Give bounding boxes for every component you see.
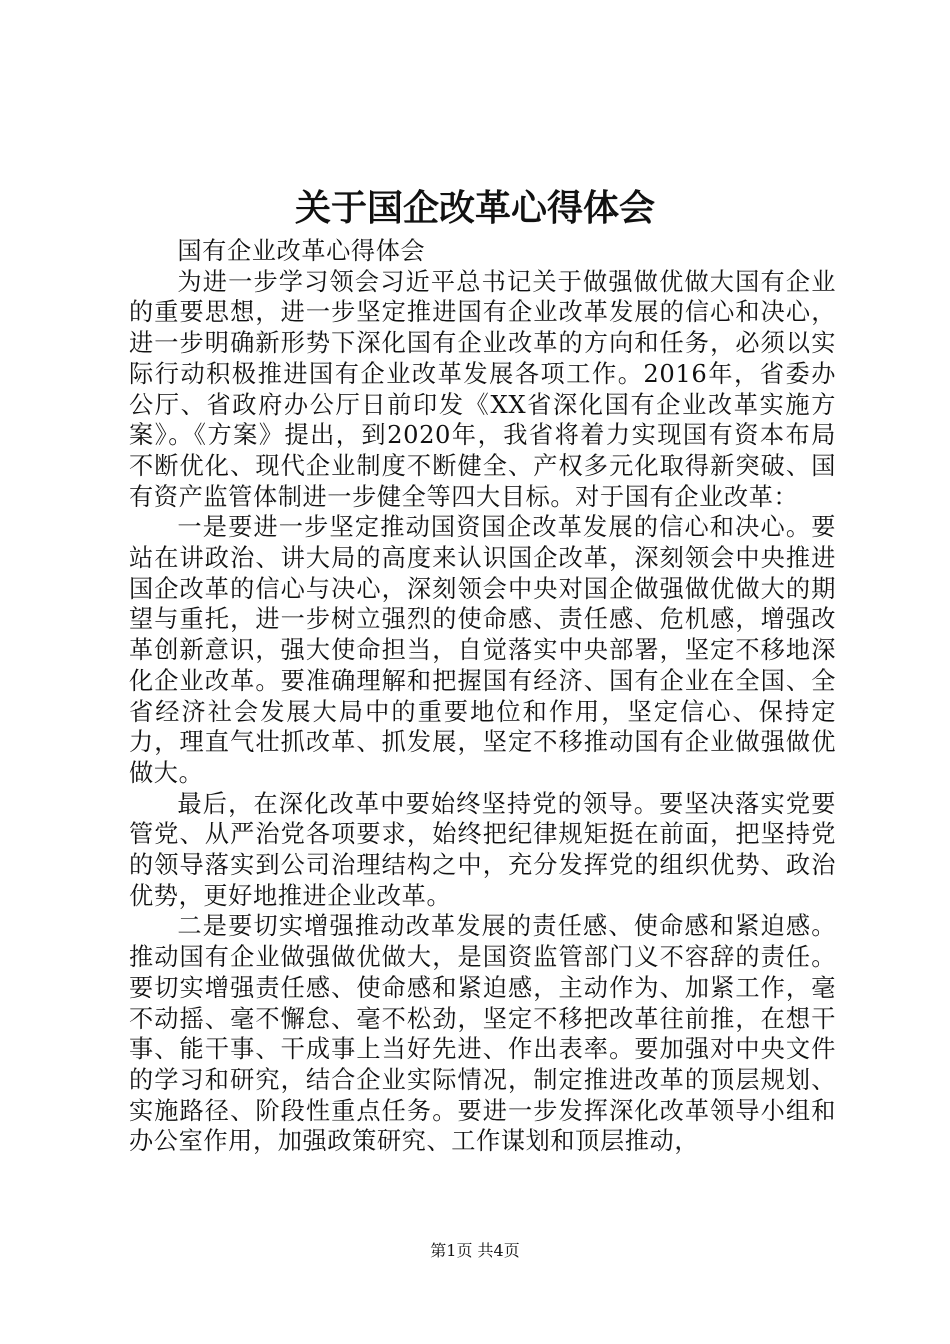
document-body bbox=[129, 236, 836, 1157]
paragraph-intro: 为进一步学习领会习近平总书记关于做强做优做大国有企业的重要思想，进一步坚定推进国有企业改革发展的信心和决心，进一步明确新形势下深化国有企业改革的方向和任务，必须以实际行动积极推进国有企业改革发展各项工作。2016年，省委办公厅、省政府办公厅日前印发《XX省深化国有企业改革实施方案》。《方案》提出，到2020年，我省将着力实现国有资本布局不断优化、现代企业制度不断健全、产权多元化取得新突破、国有资产监管体制进一步健全等四大目标。对于国有企业改革： bbox=[129, 267, 836, 511]
paragraph-party-leadership: 最后，在深化改革中要始终坚持党的领导。要坚决落实党要管党、从严治党各项要求，始终把纪律规矩挺在前面，把坚持党的领导落实到公司治理结构之中，充分发挥党的组织优势、政治优势，更好地推进企业改革。 bbox=[129, 789, 836, 910]
document-title: 关于国企改革心得体会 bbox=[294, 187, 655, 229]
paragraph-subtitle: 国有企业改革心得体会 bbox=[177, 237, 426, 265]
paragraph-point-two: 二是要切实增强推动改革发展的责任感、使命感和紧迫感。推动国有企业做强做优做大，是国资监管部门义不容辞的责任。要切实增强责任感、使命感和紧迫感，主动作为、加紧工作，毫不动摇、毫不懈怠、毫不松劲，坚定不移把改革往前推，在想干事、能干事、干成事上当好先进、作出表率。要加强对中央文件的学习和研究，结合企业实际情况，制定推进改革的顶层规划、实施路径、阶段性重点任务。要进一步发挥深化改革领导小组和办公室作用，加强政策研究、工作谋划和顶层推动， bbox=[129, 912, 836, 1156]
page-number: 第1页 共4页 bbox=[430, 1241, 520, 1260]
paragraph-point-one: 一是要进一步坚定推动国资国企改革发展的信心和决心。要站在讲政治、讲大局的高度来认识国企改革，深刻领会中央推进国企改革的信心与决心，深刻领会中央对国企做强做优做大的期望与重托，进一步树立强烈的使命感、责任感、危机感，增强改革创新意识，强大使命担当，自觉落实中央部署，坚定不移地深化企业改革。要准确理解和把握国有经济、国有企业在全国、全省经济社会发展大局中的重要地位和作用，坚定信心、保持定力，理直气壮抓改革、抓发展，坚定不移推动国有企业做强做优做大。 bbox=[129, 513, 836, 787]
